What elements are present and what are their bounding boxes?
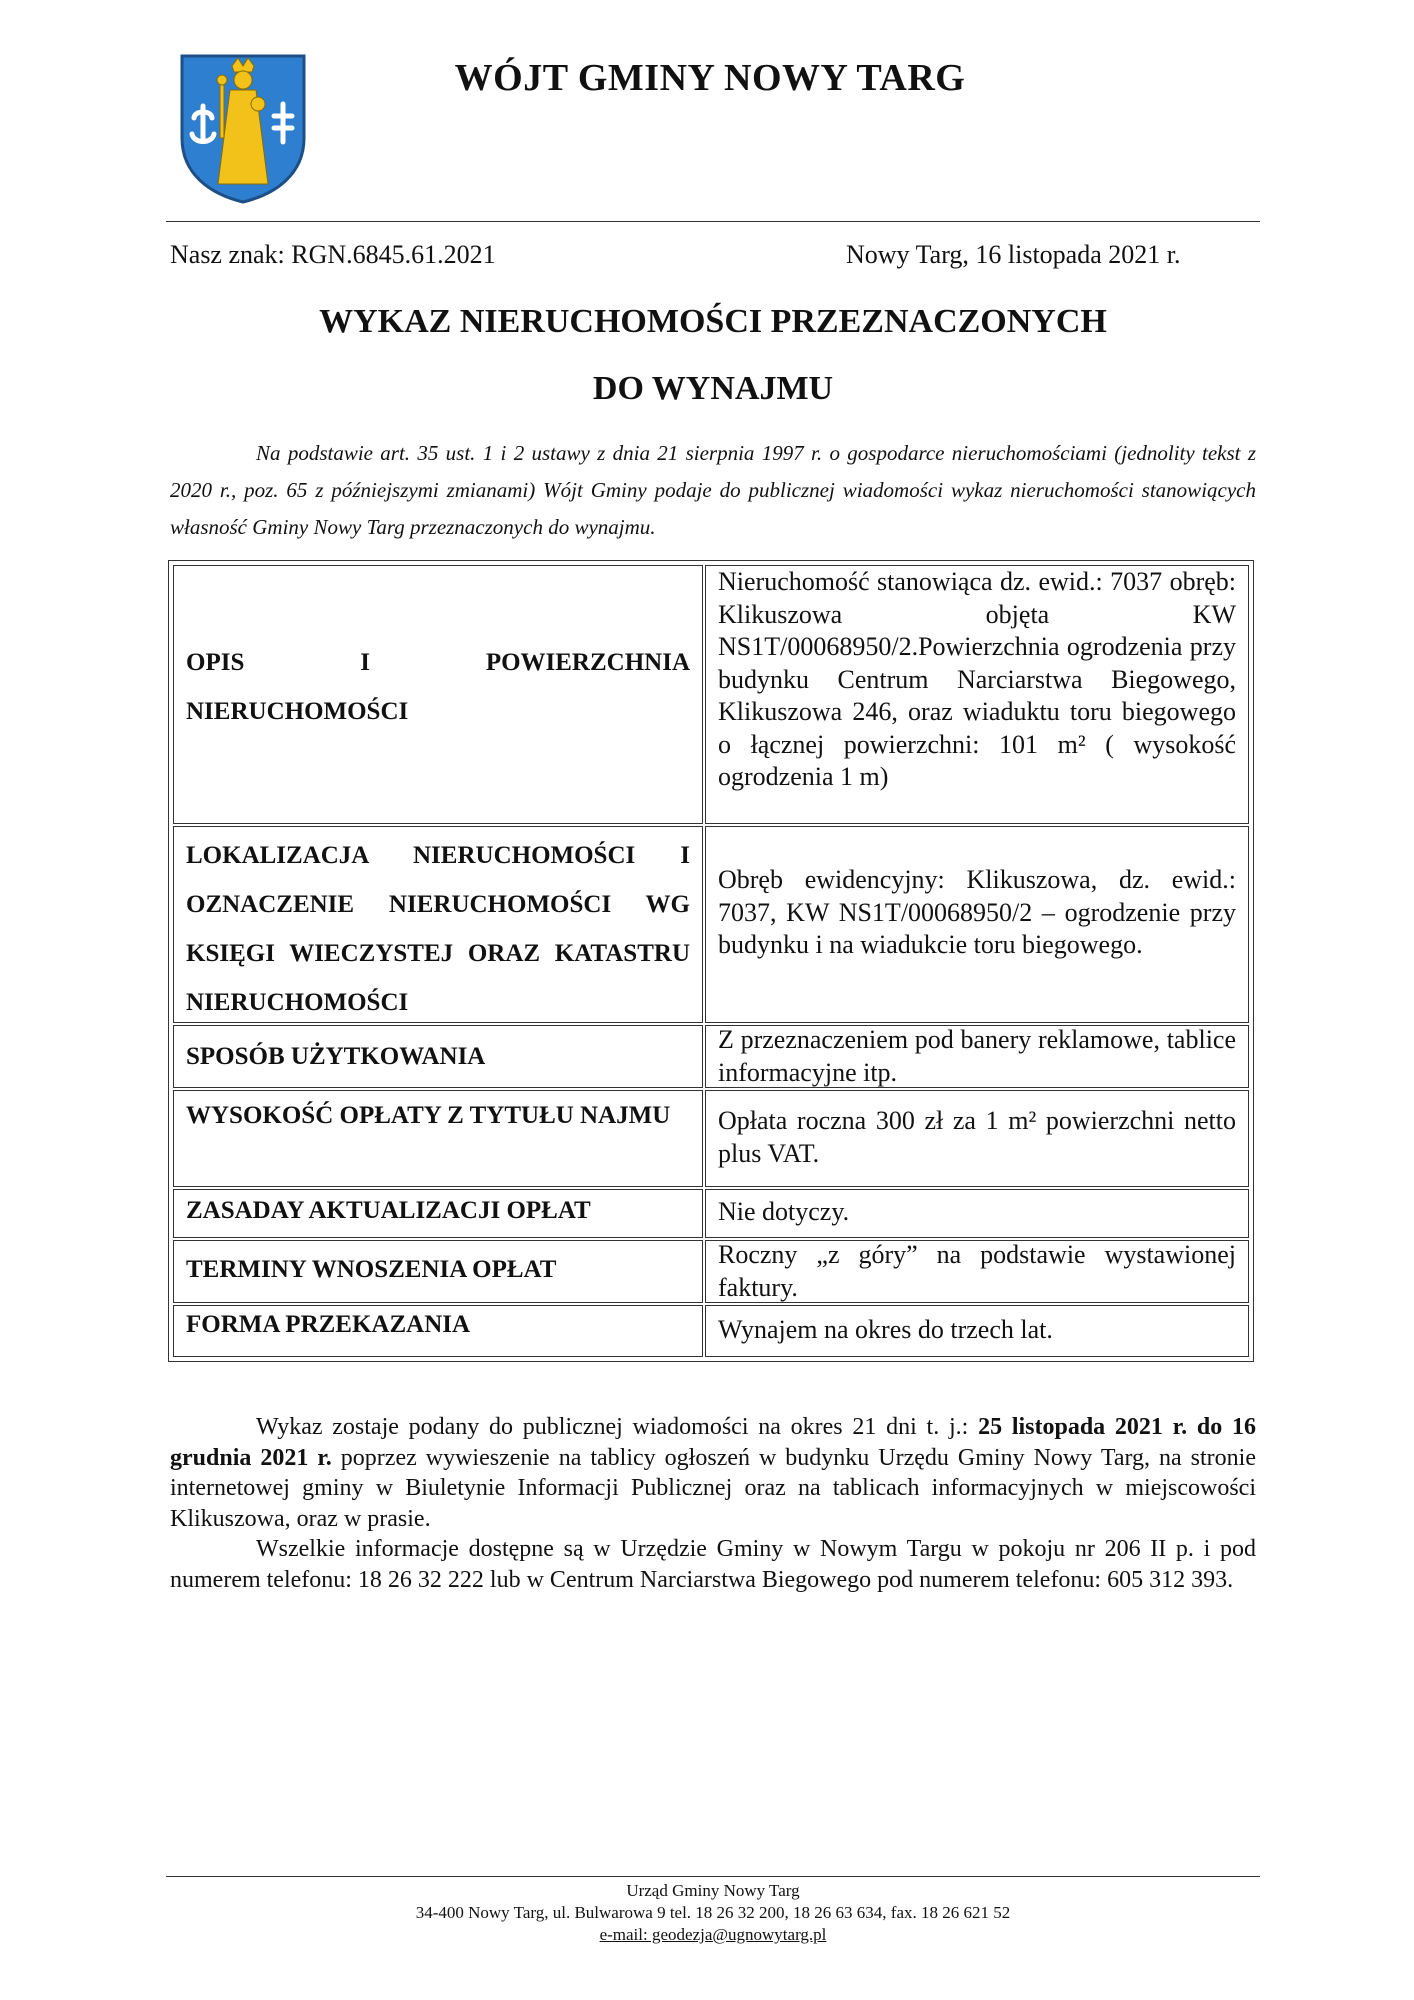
row-label-text: ZASADAY AKTUALIZACJI OPŁAT: [186, 1197, 591, 1224]
footer-address: 34-400 Nowy Targ, ul. Bulwarowa 9 tel. 18 26 32 200, 18 26 63 634, fax. 18 26 621 52: [415, 1903, 1011, 1922]
table-row-value: [705, 1189, 1249, 1238]
document-title-line1: WYKAZ NIERUCHOMOŚCI PRZEZNACZONYCH: [319, 303, 1107, 340]
table-row-label: [173, 826, 703, 1023]
table-row-value: [705, 565, 1249, 824]
table-row-label: [173, 565, 703, 824]
reference-number: Nasz znak: RGN.6845.61.2021: [170, 240, 496, 269]
row-value-text: Obręb ewidencyjny: Klikuszowa, dz. ewid.: 7037, KW NS1T/00068950/2 – ogrodzenie przy budynku i na wiadukcie toru biegowego.: [718, 865, 1236, 959]
row-label-text: OPIS I POWIERZCHNIA NIERUCHOMOŚCI: [186, 649, 690, 725]
row-value-text: Wynajem na okres do trzech lat.: [718, 1315, 1053, 1344]
row-value-text: Nie dotyczy.: [718, 1197, 850, 1226]
notice-text-end: poprzez wywieszenie na tablicy ogłoszeń w budynku Urzędu Gminy Nowy Targ, na stronie internetowej gminy w Biuletynie Informacji Publicznej oraz na tablicach informacyjnych w miejscowości Klikuszowa, oraz w prasie.: [170, 1444, 1256, 1532]
table-row-value: [705, 1305, 1249, 1357]
table-row-label: [173, 1090, 703, 1187]
legal-basis-paragraph: Na podstawie art. 35 ust. 1 i 2 ustawy z dnia 21 sierpnia 1997 r. o gospodarce nieruchomościami (jednolity tekst z 2020 r., poz. 65 z późniejszymi zmianami) Wójt Gminy podaje do publicznej wiadomości wykaz nieruchomości stanowiących własność Gminy Nowy Targ przeznaczonych do wynajmu.: [170, 441, 1256, 539]
row-label-text: LOKALIZACJA NIERUCHOMOŚCI I OZNACZENIE NIERUCHOMOŚCI WG KSIĘGI WIECZYSTEJ ORAZ KATASTRU NIERUCHOMOŚCI: [186, 842, 690, 1016]
row-label-text: TERMINY WNOSZENIA OPŁAT: [186, 1256, 557, 1283]
row-value-text: Opłata roczna 300 zł za 1 m² powierzchni netto plus VAT.: [718, 1106, 1236, 1168]
contact-info-paragraph: Wszelkie informacje dostępne są w Urzędzie Gminy w Nowym Targu w pokoju nr 206 II p. i pod numerem telefonu: 18 26 32 222 lub w Centrum Narciarstwa Biegowego pod numerem telefonu: 605 312 393.: [170, 1536, 1256, 1593]
row-value-text: Nieruchomość stanowiąca dz. ewid.: 7037 obręb: Klikuszowa objęta KW NS1T/00068950/2.Powierzchnia ogrodzenia przy budynku Centrum Narciarstwa Biegowego, Klikuszowa 246, oraz wiaduktu toru biegowego o łącznej powierzchni: 101 m² ( wysokość ogrodzenia 1 m): [718, 567, 1236, 791]
property-table: [168, 560, 1254, 1362]
document-date: Nowy Targ, 16 listopada 2021 r.: [846, 240, 1181, 269]
table-row-label: [173, 1305, 703, 1357]
table-row-value: [705, 1025, 1249, 1088]
table-row-value: [705, 1240, 1249, 1303]
notice-text-start: Wykaz zostaje podany do publicznej wiadomości na okres 21 dni t. j.:: [256, 1414, 979, 1440]
table-row-label: [173, 1189, 703, 1238]
row-label-text: WYSOKOŚĆ OPŁATY Z TYTUŁU NAJMU: [186, 1102, 671, 1129]
footer-email-link[interactable]: e-mail: geodezja@ugnowytarg.pl: [599, 1925, 827, 1944]
footer-divider: [166, 1876, 1260, 1877]
table-row-label: [173, 1025, 703, 1088]
header-divider: [166, 221, 1260, 222]
row-value-text: Roczny „z góry” na podstawie wystawionej faktury.: [718, 1240, 1236, 1302]
footer-email[interactable]: [166, 1924, 1260, 1946]
publication-notice-paragraph: [170, 1412, 1256, 1534]
document-title-line2: DO WYNAJMU: [592, 370, 834, 407]
footer-office-name: Urząd Gminy Nowy Targ: [626, 1881, 800, 1900]
table-row-value: [705, 826, 1249, 1023]
row-label-text: SPOSÓB UŻYTKOWANIA: [186, 1043, 486, 1070]
row-value-text: Z przeznaczeniem pod banery reklamowe, tablice informacyjne itp.: [718, 1025, 1236, 1087]
coat-of-arms-icon: [176, 52, 310, 204]
table-row-value: [705, 1090, 1249, 1187]
header-title: WÓJT GMINY NOWY TARG: [454, 57, 966, 99]
table-row-label: [173, 1240, 703, 1303]
row-label-text: FORMA PRZEKAZANIA: [186, 1311, 471, 1338]
notice-period-bold: 25 listopada 2021 r. do 16 grudnia 2021 r.: [170, 1414, 1256, 1471]
